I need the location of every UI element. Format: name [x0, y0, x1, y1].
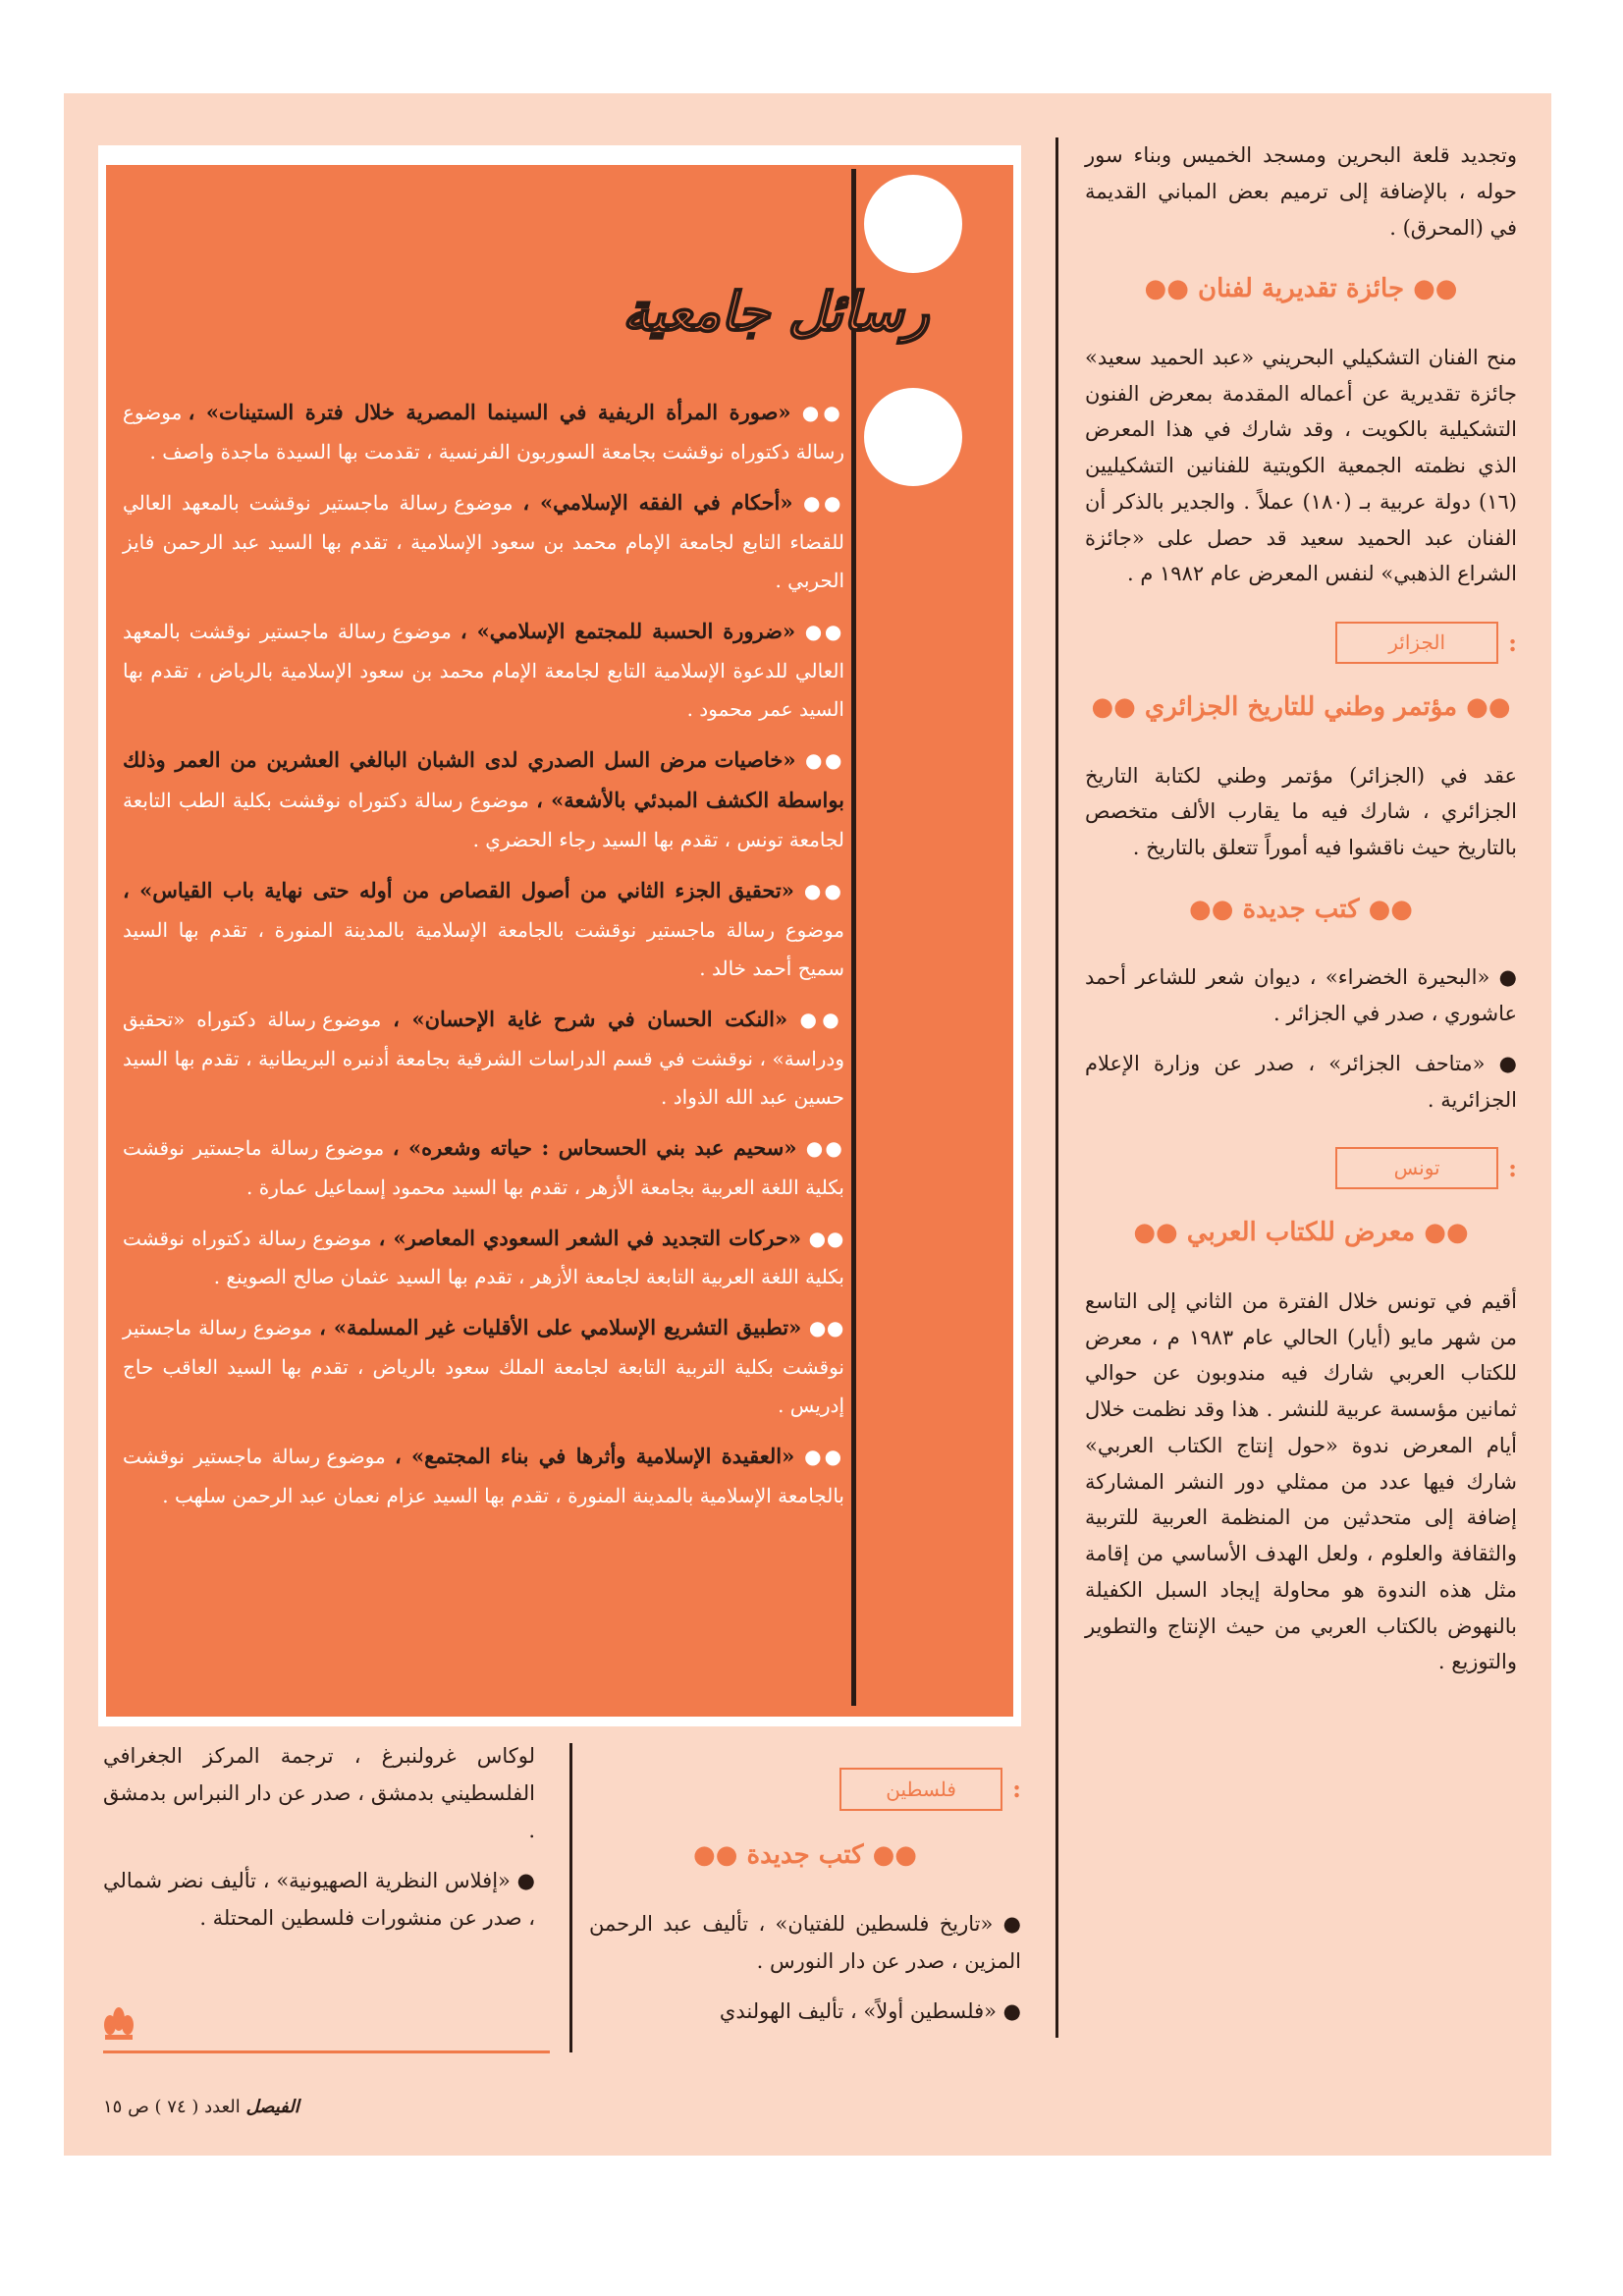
- book-item: ● «فلسطين أولاً» ، تأليف الهولندي: [719, 1999, 1021, 2024]
- conference-heading: ●● مؤتمر وطني للتاريخ الجزائري ●●: [1091, 692, 1511, 722]
- thesis-description: موضوع رسالة ماجستير نوقشت بكلية اللغة العربية بجامعة الأزهر ، تقدم بها السيد محمود إسماعيل عمارة .: [123, 1135, 844, 1199]
- country-label-algeria: : الجزائر: [1085, 622, 1517, 664]
- thesis-description: موضوع رسالة ماجستير نوقشت بالجامعة الإسلامية بالمدينة المنورة ، تقدم بها السيد سميح أحمد خالد .: [123, 917, 844, 980]
- book-item: ● «تاريخ فلسطين للفتيان» ، تأليف عبد الرحمن المزين ، صدر عن دار النورس .: [589, 1911, 1021, 1973]
- thesis-description: موضوع رسالة ماجستير نوقشت بالمعهد العالي للدعوة الإسلامية التابع لجامعة الإمام محمد بن سعود الإسلامية بالرياض ، تقدم بها السيد عمر محمود .: [123, 619, 844, 721]
- conference-paragraph: عقد في (الجزائر) مؤتمر وطني لكتابة التاريخ الجزائري ، شارك فيه ما يقارب الألف متخصص بالتاريخ حيث ناقشوا فيه أموراً تتعلق بالتاريخ .: [1085, 763, 1517, 859]
- thesis-item: [123, 612, 844, 729]
- page-footer: [103, 2097, 299, 2117]
- thesis-item: [123, 1308, 844, 1425]
- end-mark-flower-icon: [101, 2003, 136, 2043]
- books-heading-palestine: ●● كتب جديدة ●●: [693, 1840, 917, 1870]
- column-divider-right: [1055, 137, 1058, 2038]
- thesis-description: موضوع رسالة دكتوراه «تحقيق ودراسة» ، نوقشت في قسم الدراسات الشرقية بجامعة أدنبره البريطانية ، تقدم بها السيد حسين عبد الله الذواد .: [123, 1007, 844, 1109]
- fair-paragraph: أقيم في تونس خلال الفترة من الثاني إلى التاسع من شهر مايو (أيار) الحالي عام ١٩٨٣ م ، معرض للكتاب العربي شارك فيه مندوبون عن حوالي ثمانين مؤسسة عربية للنشر . هذا وقد نظمت خلال أيام المعرض ندوة «حول إنتاج الكتاب العربي» شارك فيها عدد من ممثلي دور النشر المشاركة إضافة إلى متحدثين من المنظمة العربية للتربية والثقافة والعلوم ، ولعل الهدف الأساسي من إقامة مثل هذه الندوة هو محاولة إيجاد السبل الكفيلة بالنهوض بالكتاب العربي من حيث الإنتاج والتطوير والتوزيع .: [1085, 1288, 1517, 1674]
- award-paragraph: منح الفنان التشكيلي البحريني «عبد الحميد سعيد» جائزة تقديرية عن أعماله المقدمة بمعرض الفنون التشكيلية بالكويت ، وقد شارك في هذا المعرض الذي نظمته الجمعية الكويتية للفنانين التشكيليين (١٦) دولة عربية بـ (١٨٠) عملاً . والجدير بالذكر أن الفنان عبد الحميد سعيد قد حصل على «جائزة الشراع الذهبي» لنفس المعرض عام ١٩٨٢ م .: [1085, 345, 1517, 586]
- thesis-title: «النكت الحسان في شرح غاية الإحسان» ،: [393, 1006, 788, 1031]
- thesis-item: [123, 483, 844, 600]
- bullet-icon: ●●: [801, 1316, 845, 1340]
- thesis-title: «صورة المرأة الريفية في السينما المصرية خلال فترة الستينات» ،: [188, 400, 791, 424]
- thesis-title: «أحكام في الفقه الإسلامي» ،: [522, 489, 793, 515]
- panel-vertical-rule: [851, 169, 856, 1706]
- country-label-palestine: : فلسطين: [589, 1768, 1021, 1811]
- column-divider-middle: [569, 1743, 572, 2052]
- thesis-title: «تطبيق التشريع الإسلامي على الأقليات غير المسلمة» ،: [319, 1315, 802, 1340]
- bullet-icon: ●●: [800, 1226, 844, 1250]
- thesis-title: «حركات التجديد في الشعر السعودي المعاصر» ،: [378, 1225, 801, 1250]
- panel-title: رسائل جامعية: [622, 280, 930, 343]
- book-item: ● «متاحف الجزائر» ، صدر عن وزارة الإعلام الجزائرية .: [1085, 1051, 1517, 1112]
- book-item: ● «البحيرة الخضراء» ، ديوان شعر للشاعر أحمد عاشوري ، صدر في الجزائر .: [1085, 965, 1517, 1025]
- thesis-list: [123, 393, 844, 1527]
- column-end-rule: [103, 2050, 550, 2053]
- bullet-icon: ●●: [793, 878, 844, 902]
- thesis-item: [123, 871, 844, 988]
- thesis-title: «خاصيات مرض السل الصدري لدى الشبان البالغي العشرين من العمر وذلك بواسطة الكشف المبدئي بالأشعة» ،: [123, 746, 845, 812]
- thesis-description: موضوع رسالة دكتوراه نوقشت بكلية الطب التابعة لجامعة تونس ، تقدم بها السيد رجاء الحضري .: [123, 788, 844, 851]
- left-column: [103, 1738, 535, 1951]
- thesis-item: [123, 393, 844, 471]
- thesis-title: «العقيدة الإسلامية وأثرها في بناء المجتمع» ،: [395, 1444, 795, 1469]
- bullet-icon: ●●: [787, 1007, 844, 1031]
- book-item: ● «إفلاس النظرية الصهيونية» ، تأليف نضر شمالي ، صدر عن منشورات فلسطين المحتلة .: [103, 1869, 535, 1931]
- thesis-item: [123, 1128, 844, 1207]
- bullet-icon: ●●: [795, 747, 844, 772]
- thesis-item: [123, 1437, 844, 1515]
- thesis-item: [123, 1219, 844, 1297]
- thesis-description: موضوع رسالة دكتوراه نوقشت بجامعة السوربون الفرنسية ، تقدمت بها السيدة ماجدة واصف .: [123, 401, 844, 464]
- issue-info: العدد ( ٧٤ ) ص ١٥: [103, 2097, 241, 2117]
- bullet-icon: ●●: [794, 1445, 844, 1469]
- middle-column: [589, 1738, 1021, 2045]
- bullet-icon: ●●: [792, 490, 844, 515]
- thesis-description: موضوع رسالة دكتوراه نوقشت بكلية اللغة العربية التابعة لجامعة الأزهر ، تقدم بها السيد عثمان صالح الصوينع .: [123, 1226, 844, 1289]
- thesis-description: موضوع رسالة ماجستير نوقشت بالمعهد العالي للقضاء التابع لجامعة الإمام محمد بن سعود الإسلامية ، تقدم بها السيد عبد الرحمن فايز الحربي .: [123, 490, 844, 592]
- book-continuation: لوكاس غرولنبرغ ، ترجمة المركز الجغرافي الفلسطيني بدمشق ، صدر عن دار النبراس بدمشق .: [103, 1744, 535, 1842]
- thesis-title: «تحقيق الجزء الثاني من أصول القصاص من أوله حتى نهاية باب القياس» ،: [123, 877, 794, 902]
- thesis-item: [123, 740, 844, 859]
- thesis-title: «سحيم عبد بني الحسحاس : حياته وشعره» ،: [392, 1134, 797, 1160]
- thesis-item: [123, 1000, 844, 1117]
- magazine-name: الفيصل: [245, 2097, 299, 2117]
- thesis-title: «ضرورة الحسبة للمجتمع الإسلامي» ،: [460, 618, 796, 643]
- thesis-description: موضوع رسالة ماجستير نوقشت بالجامعة الإسلامية بالمدينة المنورة ، تقدم بها السيد عزام نعمان عبد الرحمن سلهب .: [123, 1445, 844, 1508]
- bullet-icon: ●●: [795, 619, 845, 643]
- decorative-circle-top: [864, 175, 962, 273]
- award-heading: ●● جائزة تقديرية لفنان ●●: [1144, 274, 1458, 304]
- decorative-circle-bottom: [864, 388, 962, 486]
- fair-heading: ●● معرض للكتاب العربي ●●: [1133, 1218, 1469, 1248]
- right-column: [1085, 137, 1517, 2043]
- country-label-tunisia: : تونس: [1085, 1147, 1517, 1189]
- thesis-description: موضوع رسالة ماجستير نوقشت بكلية التربية التابعة لجامعة الملك سعود بالرياض ، تقدم بها السيد العاقب حاج إدريس .: [123, 1316, 844, 1418]
- books-heading-algeria: ●● كتب جديدة ●●: [1189, 894, 1413, 924]
- bullet-icon: ●●: [790, 401, 844, 424]
- intro-paragraph: وتجديد قلعة البحرين ومسجد الخميس وبناء سور حوله ، بالإضافة إلى ترميم بعض المباني القديمة في (المحرق) .: [1085, 143, 1517, 240]
- bullet-icon: ●●: [796, 1135, 845, 1160]
